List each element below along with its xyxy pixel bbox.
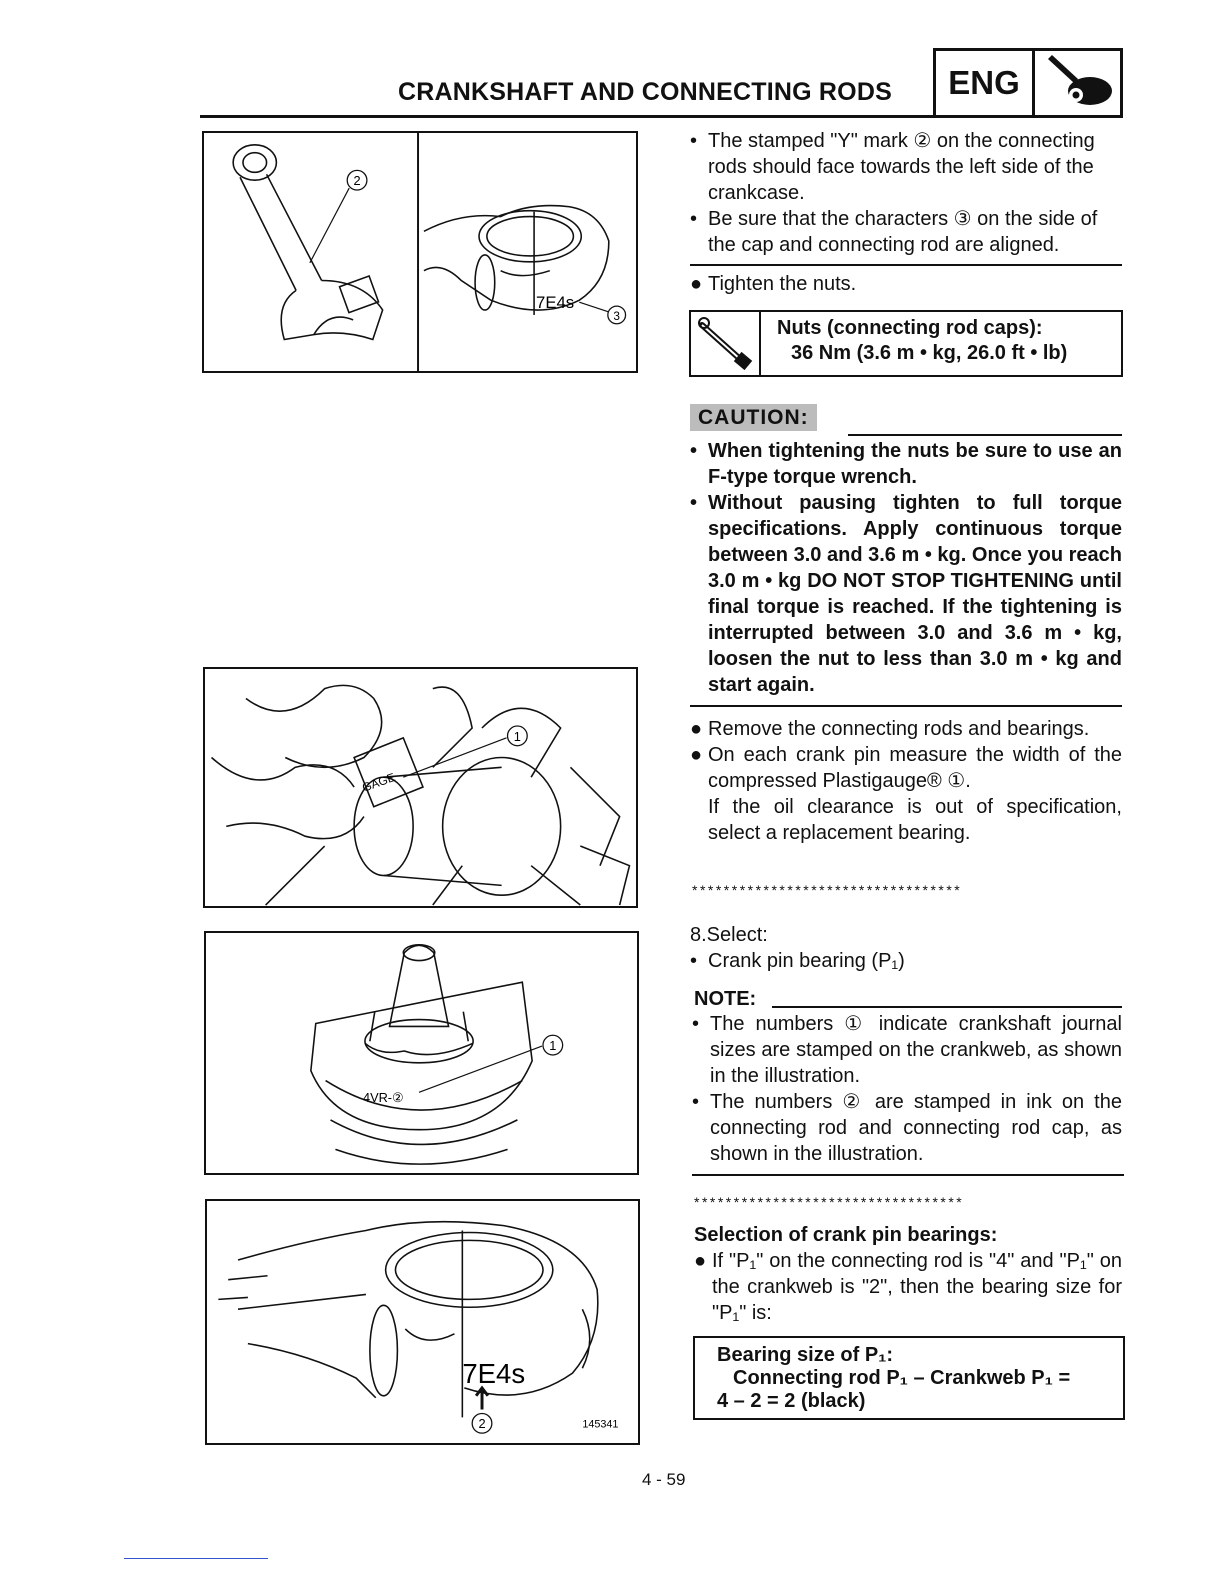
step-tighten [690,271,1122,297]
stars-divider: ********************************** [694,1194,965,1210]
torque-label: Nuts (connecting rod caps): [777,317,1043,339]
torque-spec-box [689,310,1123,377]
list-item: • The numbers ① indicate crankshaft journal sizes are stamped on the crankweb, as shown in the illustration. [692,1013,1122,1087]
engine-wrench-icon [1035,51,1120,115]
svg-text:GAGE: GAGE [360,769,398,795]
bearing-line-3: 4 – 2 = 2 (black) [717,1390,866,1412]
torque-value: 36 Nm (3.6 m • kg, 26.0 ft • lb) [791,342,1068,364]
section-badge [933,48,1123,118]
caution-header [690,406,1122,430]
follow-text: If the oil clearance is out of specification, select a replacement bearing. [708,796,1122,844]
list-item: ● On each crank pin measure the width of the compressed Plastigauge® ①. [690,744,1122,792]
note-list [692,1011,1122,1167]
list-item: • The stamped "Y" mark ② on the connecting rods should face towards the left side of the crankcase. [690,130,1095,204]
step-select [690,922,1122,974]
figure-connecting-rod-marks [202,131,638,373]
section-label: ENG [936,51,1035,115]
fig3-callout-1: 1 [549,1038,557,1054]
bullet-list-marks [690,128,1122,258]
torque-wrench-icon [691,312,761,375]
divider [690,264,1122,266]
bearing-size-box [693,1336,1125,1420]
bearing-line-1: Bearing size of P₁: [717,1344,894,1366]
divider [690,705,1122,707]
divider [692,1174,1124,1176]
stars-divider: ********************************** [692,882,963,898]
list-item: ● If "P₁" on the connecting rod is "4" and "P₁" on the crankweb is "2", then the bearing size for "P₁" is: [694,1250,1122,1324]
fig1-callout-2: 2 [353,173,361,189]
fig1-callout-3: 3 [613,308,620,323]
caution-list [690,438,1122,698]
list-item: • Without pausing tighten to full torque specifications. Apply continuous torque between 3.0 and 3.6 m • kg. Once you reach 3.0 m • kg DO NOT STOP TIGHTENING until final torque is reached. If the tightening is interrupted between 3.0 and 3.6 m • kg, loosen the nut to less than 3.0 m • kg and start again. [690,492,1122,696]
caution-rule [848,434,1122,436]
selection-title: Selection of crank pin bearings: [694,1224,998,1246]
fig3-stamp: 4VR-② [362,1090,404,1106]
footer-link-rule [124,1558,268,1559]
bearing-line-2: Connecting rod P₁ – Crankweb P₁ = [733,1367,1071,1389]
fig1-stamp: 7E4s [536,293,575,313]
selection-section [694,1222,1122,1326]
list-item: ● Tighten the nuts. [690,273,857,295]
fig4-code: 145341 [582,1418,619,1431]
caution-title: CAUTION: [690,404,817,431]
note-rule [772,1006,1122,1008]
page-number: 4 - 59 [642,1470,686,1489]
fig2-callout-1: 1 [513,728,521,744]
figure-big-end [205,1199,640,1445]
list-item: • When tightening the nuts be sure to use an F-type torque wrench. [690,440,1122,488]
list-item: • Crank pin bearing (P₁) [690,950,905,972]
fig4-callout-2: 2 [478,1416,486,1432]
figure-crankweb [204,931,639,1175]
page-title: CRANKSHAFT AND CONNECTING RODS [398,78,892,106]
list-item: • The numbers ② are stamped in ink on the connecting rod and connecting rod cap, as shown in the illustration. [692,1091,1122,1165]
list-item: • Be sure that the characters ③ on the side of the cap and connecting rod are aligned. [690,208,1098,256]
header-rule [200,115,935,118]
step-label: 8.Select: [690,924,768,946]
figure-plastigauge [203,667,638,908]
measure-steps [690,716,1122,846]
note-title: NOTE: [694,988,757,1010]
fig4-stamp: 7E4s [462,1357,526,1389]
list-item: ● Remove the connecting rods and bearings. [690,718,1090,740]
